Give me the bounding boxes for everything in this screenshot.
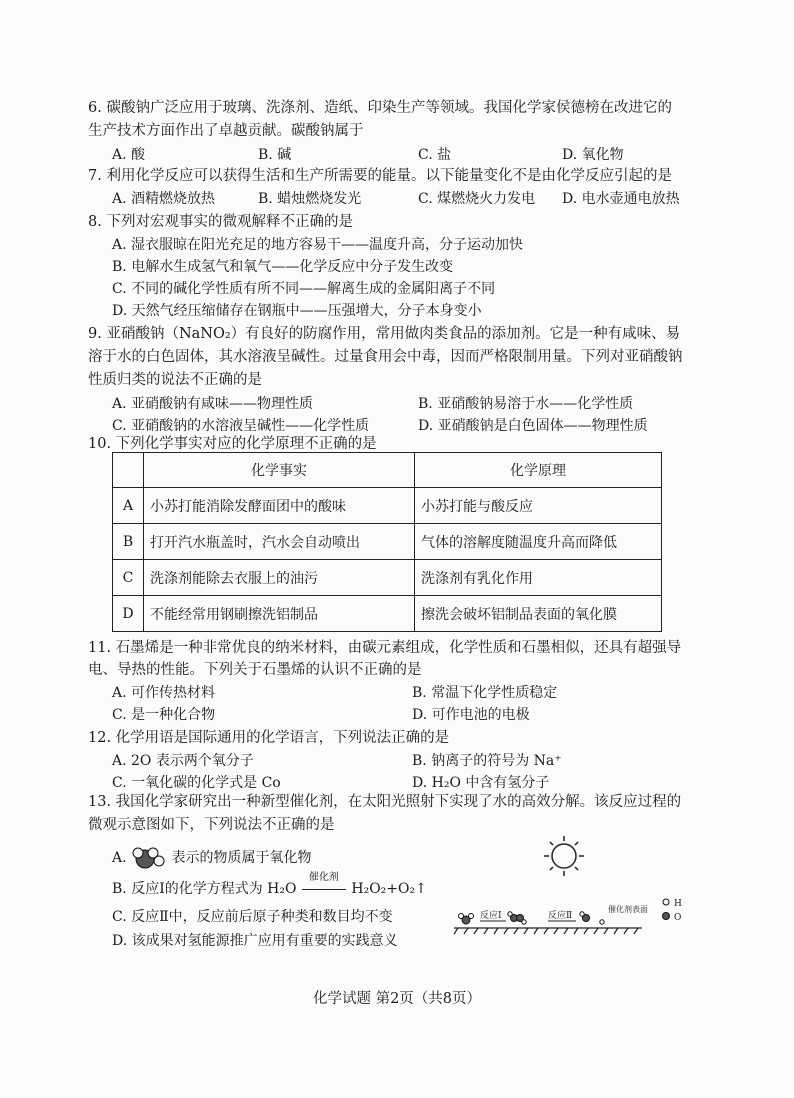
catalyst-surface-label: 催化剂表面 [608,905,648,914]
q8-option-c: C. 不同的碱化学性质有所不同——解离生成的金属阳离子不同 [112,281,496,297]
q12-option-a: A. 2O 表示两个氧分子 [112,753,254,769]
molecule-water-left [459,914,474,925]
row-fact: 小苏打能消除发酵面团中的酸味 [144,488,415,524]
legend-h-label: H [674,899,682,909]
table-row [113,488,662,524]
q13-option-b [112,872,427,898]
catalyst-arrow [301,872,347,898]
q8-option-b: B. 电解水生成氢气和氧气——化学反应中分子发生改变 [112,259,454,275]
q7-option-d: D. 电水壶通电放热 [562,191,680,207]
q7-stem-line1: 7. 利用化学反应可以获得生活和生产所需要的能量。以下能量变化不是由化学反应引起的是 [88,168,672,184]
row-label: D [113,596,144,632]
q7-option-b: B. 蜡烛燃烧发光 [258,191,362,207]
reaction-diagram [452,832,702,942]
catalyst-surface-ground [454,928,642,934]
q13-option-a-text: 表示的物质属于氧化物 [171,850,312,866]
q13-option-b-prefix: B. 反应Ⅰ的化学方程式为 H₂O [112,881,297,897]
q11-stem-line1: 11. 石墨烯是一种非常优良的纳米材料，由碳元素组成，化学性质和石墨相似，还具有超强导 [88,640,682,656]
q10-header-fact: 化学事实 [144,453,415,488]
q11-option-a: A. 可作传热材料 [112,685,216,701]
q9-stem-line3: 性质归类的说法不正确的是 [88,372,262,388]
legend-o-icon [663,913,670,920]
q13-option-a-prefix: A. [112,850,127,866]
q6-option-b: B. 碱 [258,147,292,163]
legend-h-icon [663,899,669,905]
q10-stem-line1: 10. 下列化学事实对应的化学原理不正确的是 [88,436,377,452]
molecule-mid [508,912,526,924]
row-label: A [113,488,144,524]
q6-stem-line2: 生产技术方面作出了卓越贡献。碳酸钠属于 [88,123,364,139]
molecule-right [580,912,604,924]
q13-option-b-suffix: H₂O₂+O₂↑ [351,881,427,897]
catalyst-label: 催化剂 [308,872,339,883]
q8-option-a: A. 湿衣服晾在阳光充足的地方容易干——温度升高，分子运动加快 [112,237,524,253]
q13-option-a [112,845,311,871]
q13-stem-line1: 13. 我国化学家研究出一种新型催化剂，在太阳光照射下实现了水的高效分解。该反应过程的 [88,794,682,810]
q13-stem-line2: 微观示意图如下，下列说法不正确的是 [88,817,335,833]
q8-stem-line1: 8. 下列对宏观事实的微观解释不正确的是 [88,214,353,230]
row-principle: 擦洗会破坏铝制品表面的氧化膜 [415,596,662,632]
row-label: C [113,560,144,596]
q12-option-d: D. H₂O 中含有氢分子 [412,775,550,791]
reaction-arrow-line [302,889,346,890]
row-fact: 打开汽水瓶盖时，汽水会自动喷出 [144,524,415,560]
q6-option-d: D. 氧化物 [562,147,624,163]
q13-option-d: D. 该成果对氢能源推广应用有重要的实践意义 [112,933,398,949]
reaction1-label: 反应Ⅰ [480,911,502,921]
table-row [113,560,662,596]
q10-table [112,452,662,632]
q11-option-c: C. 是一种化合物 [112,707,216,723]
q9-stem-line1: 9. 亚硝酸钠（NaNO₂）有良好的防腐作用，常用做肉类食品的添加剂。它是一种有咸味、易 [88,326,681,342]
q10-table-header [113,453,662,488]
page-footer: 化学试题 第2页（共8页） [312,991,482,1007]
q10-header-principle: 化学原理 [415,453,662,488]
q11-stem-line2: 电、导热的性能。下列关于石墨烯的认识不正确的是 [88,662,422,678]
q8-option-d: D. 天然气经压缩储存在钢瓶中——压强增大，分子本身变小 [112,303,482,319]
reaction-diagram-svg [452,832,702,942]
q11-option-b: B. 常温下化学性质稳定 [412,685,558,701]
row-fact: 洗涤剂能除去衣服上的油污 [144,560,415,596]
row-principle: 洗涤剂有乳化作用 [415,560,662,596]
q7-option-c: C. 煤燃烧火力发电 [418,191,536,207]
q9-option-b: B. 亚硝酸钠易溶于水——化学性质 [418,396,634,412]
row-principle: 小苏打能与酸反应 [415,488,662,524]
reaction2-label: 反应Ⅱ [548,911,573,921]
q9-stem-line2: 溶于水的白色固体，其水溶液呈碱性。过量食用会中毒，因而严格限制用量。下列对亚硝酸钠 [88,349,683,365]
q12-option-b: B. 钠离子的符号为 Na⁺ [412,753,562,769]
q10-header-blank [113,453,144,488]
table-row [113,596,662,632]
water-molecule-icon [131,845,167,871]
row-label: B [113,524,144,560]
q7-option-a: A. 酒精燃烧放热 [112,191,216,207]
q9-option-c: C. 亚硝酸钠的水溶液呈碱性——化学性质 [112,418,370,434]
q13-option-c: C. 反应Ⅱ中，反应前后原子种类和数目均不变 [112,909,393,925]
q12-option-c: C. 一氧化碳的化学式是 Co [112,775,281,791]
legend-o-label: O [674,913,682,923]
row-fact: 不能经常用钢刷擦洗铝制品 [144,596,415,632]
q9-option-d: D. 亚硝酸钠是白色固体——物理性质 [418,418,648,434]
q6-option-a: A. 酸 [112,147,146,163]
row-principle: 气体的溶解度随温度升高而降低 [415,524,662,560]
q12-stem-line1: 12. 化学用语是国际通用的化学语言，下列说法正确的是 [88,730,450,746]
sun-icon [544,836,584,876]
q11-option-d: D. 可作电池的电极 [412,707,530,723]
q9-option-a: A. 亚硝酸钠有咸味——物理性质 [112,396,314,412]
q6-stem-line1: 6. 碳酸钠广泛应用于玻璃、洗涤剂、造纸、印染生产等领域。我国化学家侯德榜在改进它的 [88,100,672,116]
q6-option-c: C. 盐 [418,147,452,163]
table-row [113,524,662,560]
